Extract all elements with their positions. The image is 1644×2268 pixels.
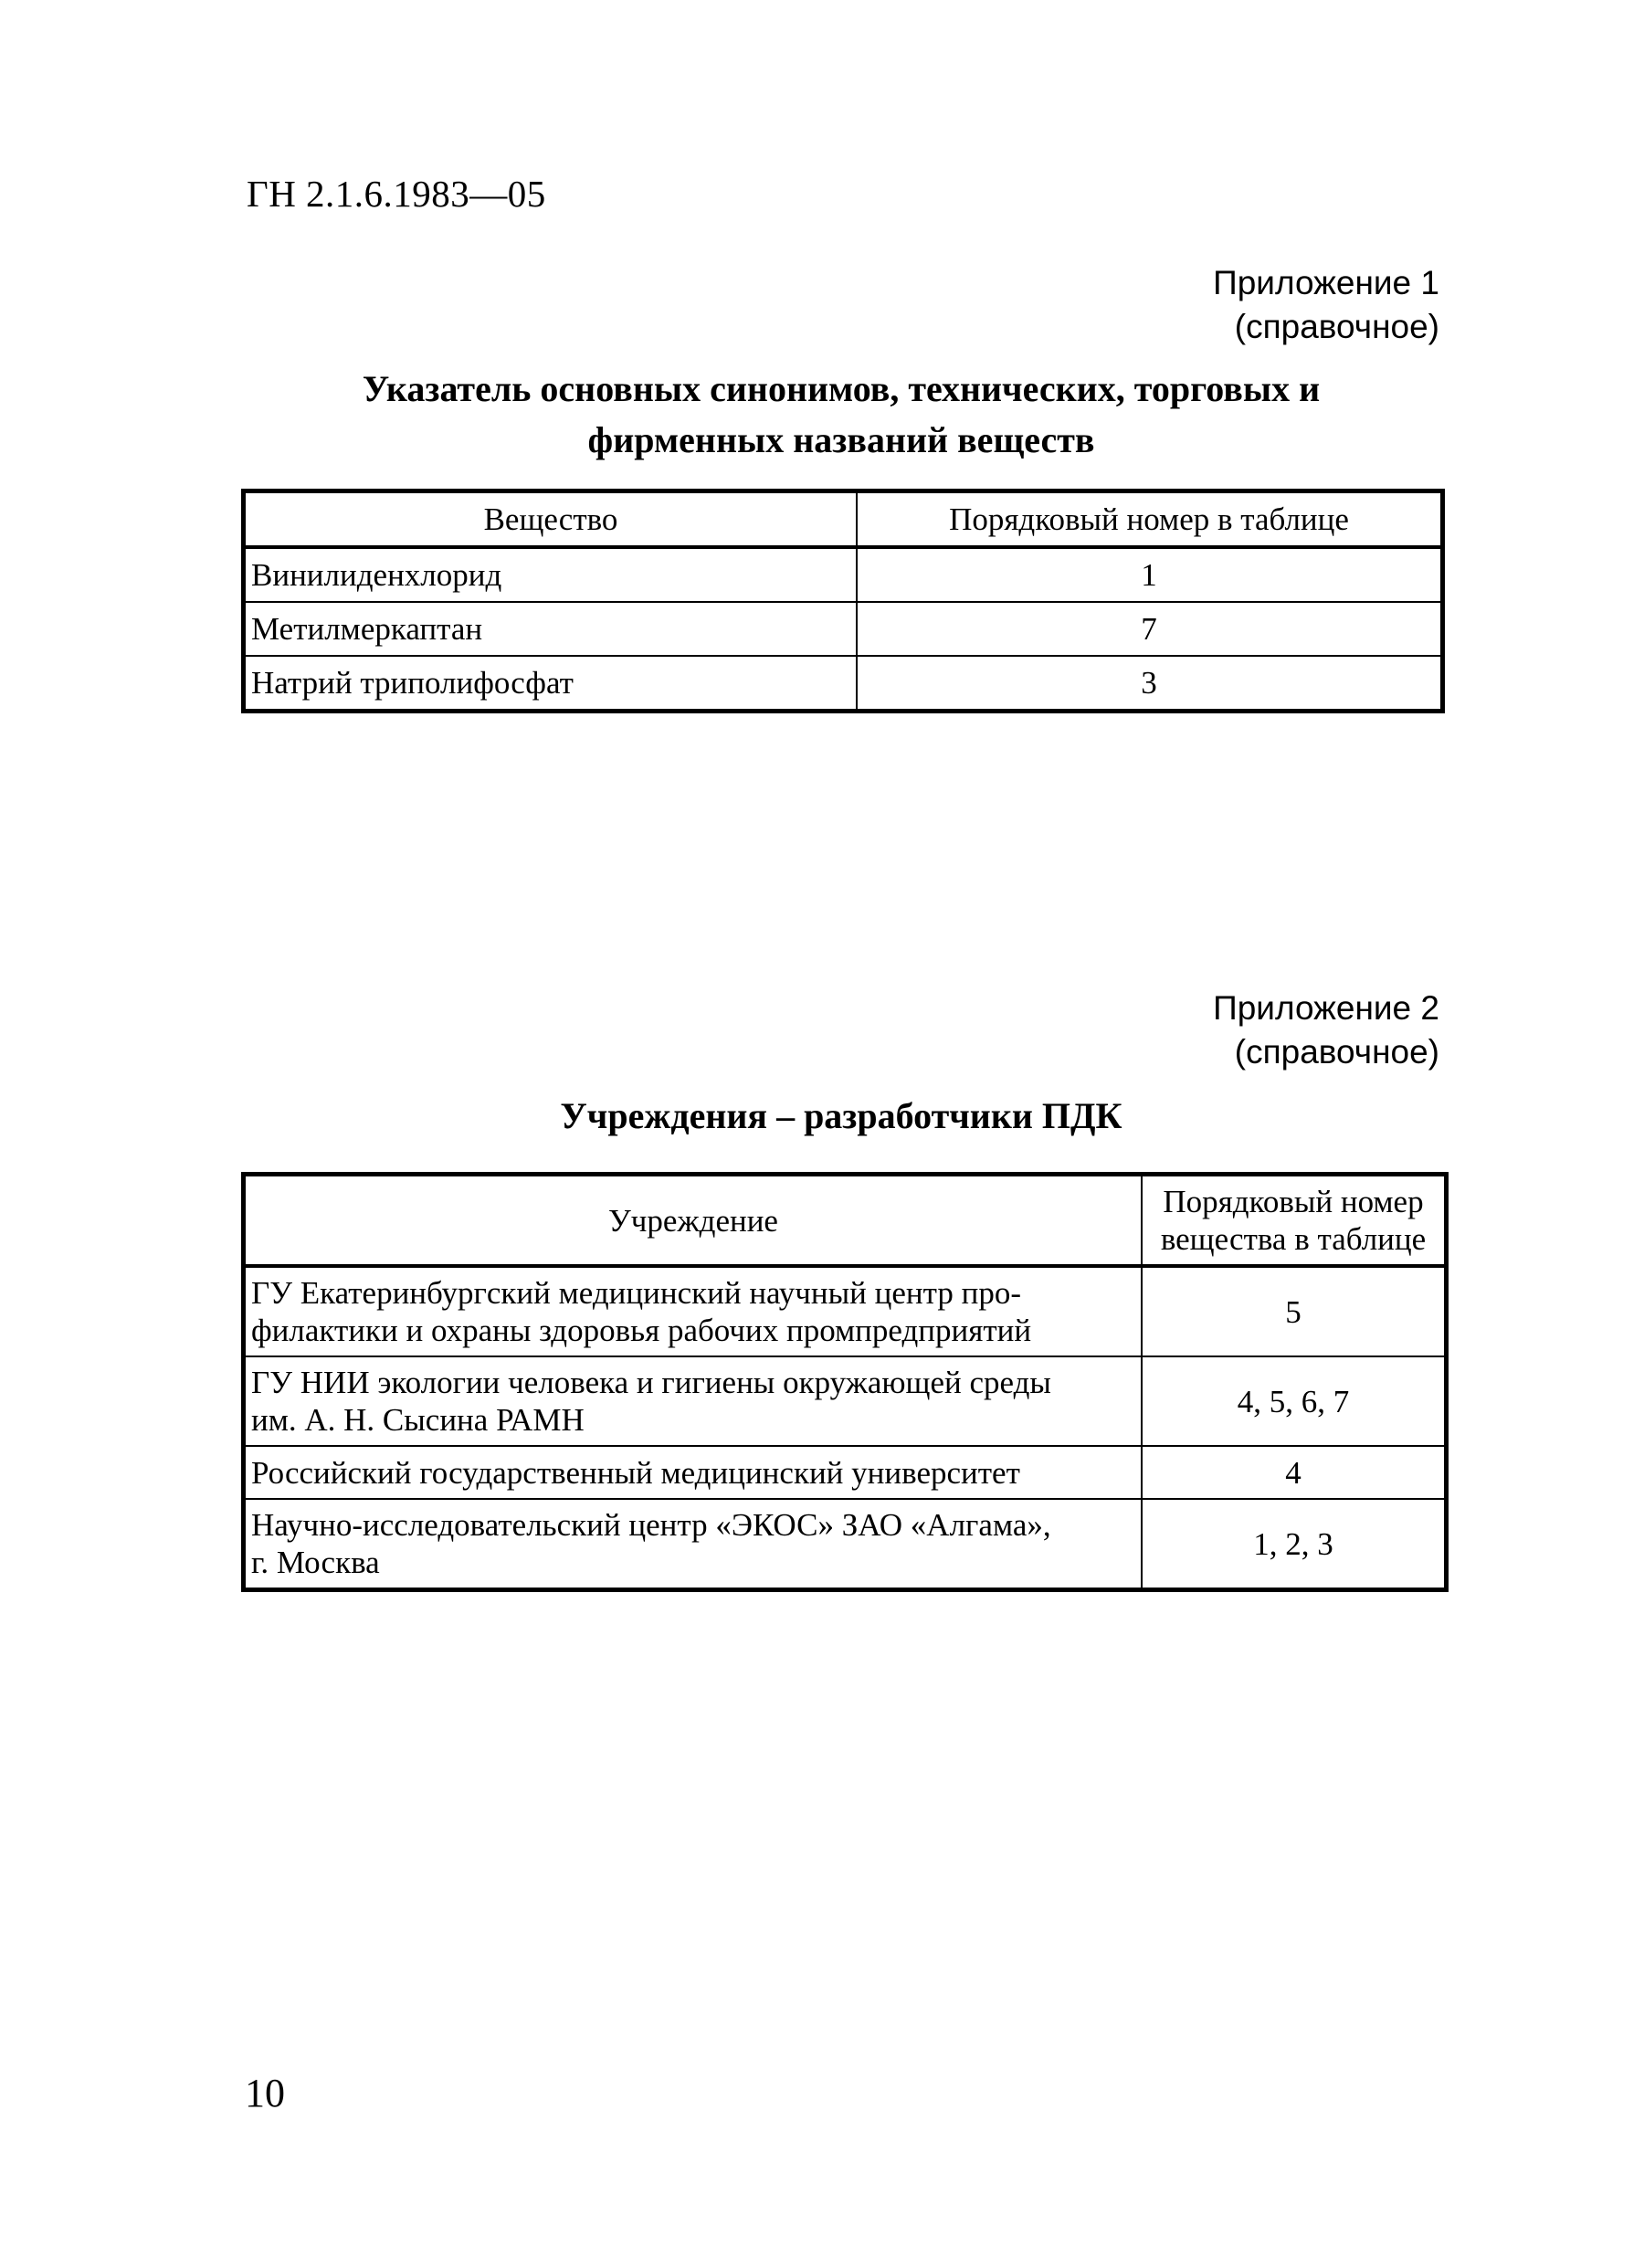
institution-cell (244, 1499, 1143, 1590)
table-row (244, 1499, 1447, 1590)
appendix-2-label-number: Приложение 2 (1213, 989, 1439, 1027)
synonyms-table (241, 489, 1445, 713)
document-code: ГН 2.1.6.1983—05 (247, 173, 546, 215)
institution-cell (244, 1356, 1143, 1446)
institution-cell (244, 1446, 1143, 1499)
order-number-cell: 7 (857, 602, 1443, 656)
appendix-1-title-line-2: фирменных названий веществ (587, 419, 1095, 460)
order-number-cell: 1 (857, 547, 1443, 602)
table-row (244, 602, 1443, 656)
column-header-institution: Учреждение (244, 1175, 1143, 1267)
column-header-substance-number (1142, 1175, 1447, 1267)
column-header-order-number: Порядковый номер в таблице (857, 491, 1443, 548)
appendix-1-label (1213, 261, 1439, 349)
substance-numbers-cell: 4 (1142, 1446, 1447, 1499)
appendix-2-label-type: (справочное) (1234, 1033, 1439, 1071)
appendix-1-label-type: (справочное) (1234, 308, 1439, 345)
substance-cell: Натрий триполифосфат (244, 656, 858, 712)
institution-line: им. А. Н. Сысина РАМН (251, 1402, 585, 1438)
order-number-cell: 3 (857, 656, 1443, 712)
institutions-table (241, 1172, 1449, 1592)
substance-cell: Винилиденхлорид (244, 547, 858, 602)
appendix-1-title (239, 364, 1443, 466)
substance-numbers-cell: 5 (1142, 1266, 1447, 1356)
column-header-substance: Вещество (244, 491, 858, 548)
column-header-substance-number-line-2: вещества в таблице (1160, 1221, 1427, 1257)
table-header-row (244, 491, 1443, 548)
institution-line: филактики и охраны здоровья рабочих промпредприятий (251, 1313, 1032, 1348)
appendix-2-title: Учреждения – разработчики ПДК (560, 1095, 1122, 1136)
institution-line: г. Москва (251, 1545, 380, 1580)
institution-line: ГУ Екатеринбургский медицинский научный центр про- (251, 1275, 1021, 1311)
institution-cell (244, 1266, 1143, 1356)
column-header-substance-number-line-1: Порядковый номер (1163, 1184, 1424, 1219)
institution-line: ГУ НИИ экологии человека и гигиены окружающей среды (251, 1365, 1051, 1400)
table-row (244, 1356, 1447, 1446)
table-row (244, 547, 1443, 602)
institution-line: Научно-исследовательский центр «ЭКОС» ЗАО «Алгама», (251, 1507, 1051, 1543)
table-row (244, 1266, 1447, 1356)
appendix-1-label-number: Приложение 1 (1213, 264, 1439, 301)
table-row (244, 656, 1443, 712)
appendix-2-label (1213, 986, 1439, 1074)
appendix-1-title-line-1: Указатель основных синонимов, технических, торговых и (362, 368, 1321, 409)
institution-line: Российский государственный медицинский университет (251, 1454, 1020, 1491)
substance-cell: Метилмеркаптан (244, 602, 858, 656)
substance-numbers-cell: 1, 2, 3 (1142, 1499, 1447, 1590)
page-number: 10 (245, 2071, 285, 2115)
table-row (244, 1446, 1447, 1499)
table-header-row (244, 1175, 1447, 1267)
substance-numbers-cell: 4, 5, 6, 7 (1142, 1356, 1447, 1446)
